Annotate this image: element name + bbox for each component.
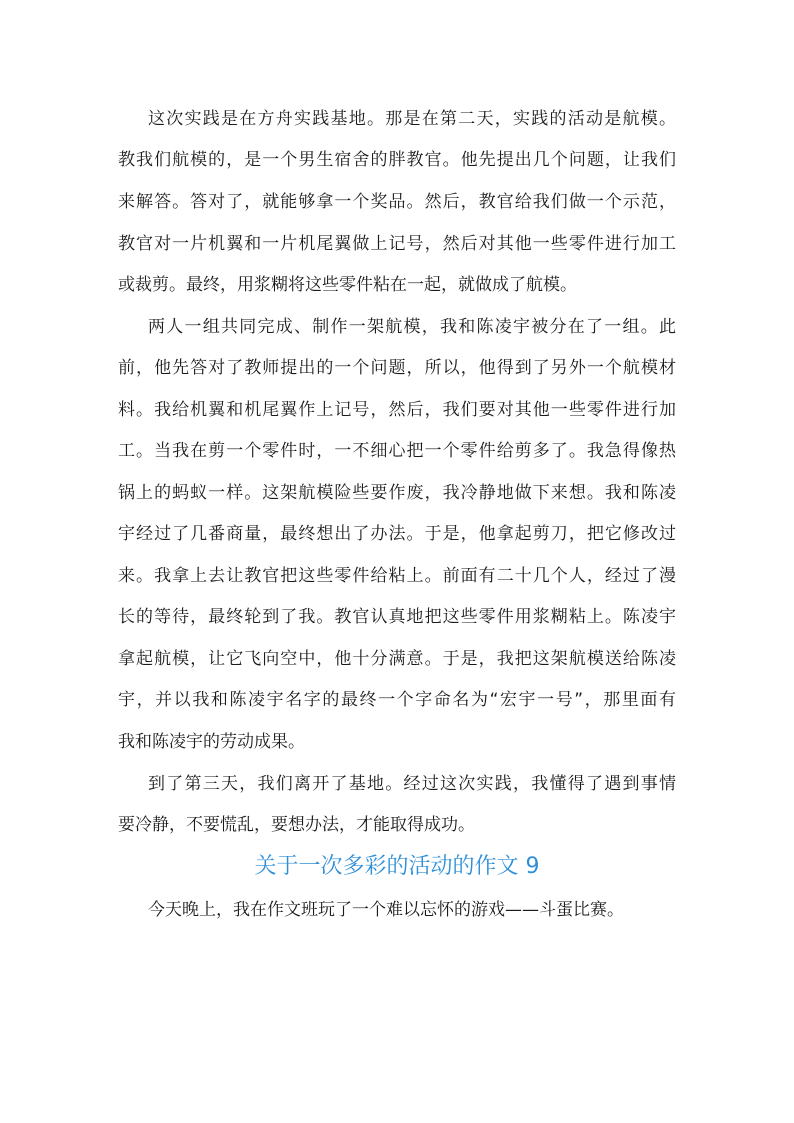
paragraph-line: 或裁剪。最终，用浆糊将这些零件粘在一起，就做成了航模。 [118, 275, 577, 295]
paragraph-line: 宇经过了几番商量，最终想出了办法。于是，他拿起剪刀，把它修改过 [118, 524, 676, 544]
paragraph-line: 教我们航模的，是一个男生宿舍的胖教官。他先提出几个问题，让我们 [118, 150, 676, 170]
paragraph-line: 前，他先答对了教师提出的一个问题，所以，他得到了另外一个航模材 [118, 358, 676, 378]
paragraph-line: 我和陈凌宇的劳动成果。 [118, 732, 305, 752]
paragraph-line: 长的等待，最终轮到了我。教官认真地把这些零件用浆糊粘上。陈凌宇 [118, 607, 676, 627]
paragraph-line: 到了第三天，我们离开了基地。经过这次实践，我懂得了遇到事情 [148, 774, 676, 794]
paragraph-line: 今天晚上，我在作文班玩了一个难以忘怀的游戏——斗蛋比赛。 [148, 900, 624, 920]
paragraph-line: 锅上的蚂蚁一样。这架航模险些要作废，我冷静地做下来想。我和陈凌 [118, 483, 676, 503]
paragraph-line: 料。我给机翼和机尾翼作上记号，然后，我们要对其他一些零件进行加 [118, 400, 676, 420]
paragraph-line: 教官对一片机翼和一片机尾翼做上记号，然后对其他一些零件进行加工 [118, 234, 676, 254]
paragraph-line: 拿起航模，让它飞向空中，他十分满意。于是，我把这架航模送给陈凌 [118, 649, 676, 669]
paragraph-line: 来。我拿上去让教官把这些零件给粘上。前面有二十几个人，经过了漫 [118, 566, 676, 586]
paragraph-line: 这次实践是在方舟实践基地。那是在第二天，实践的活动是航模。 [148, 109, 676, 129]
paragraph-line: 来解答。答对了，就能够拿一个奖品。然后，教官给我们做一个示范， [118, 192, 676, 212]
paragraph-line: 工。当我在剪一个零件时，一不细心把一个零件给剪多了。我急得像热 [118, 441, 676, 461]
paragraph-line: 要冷静，不要慌乱，要想办法，才能取得成功。 [118, 815, 475, 835]
section-heading: 关于一次多彩的活动的作文 9 [254, 854, 540, 879]
paragraph-line: 宇，并以我和陈凌宇名字的最终一个字命名为“宏宇一号”，那里面有 [118, 690, 676, 710]
paragraph-line: 两人一组共同完成、制作一架航模，我和陈凌宇被分在了一组。此 [148, 317, 676, 337]
